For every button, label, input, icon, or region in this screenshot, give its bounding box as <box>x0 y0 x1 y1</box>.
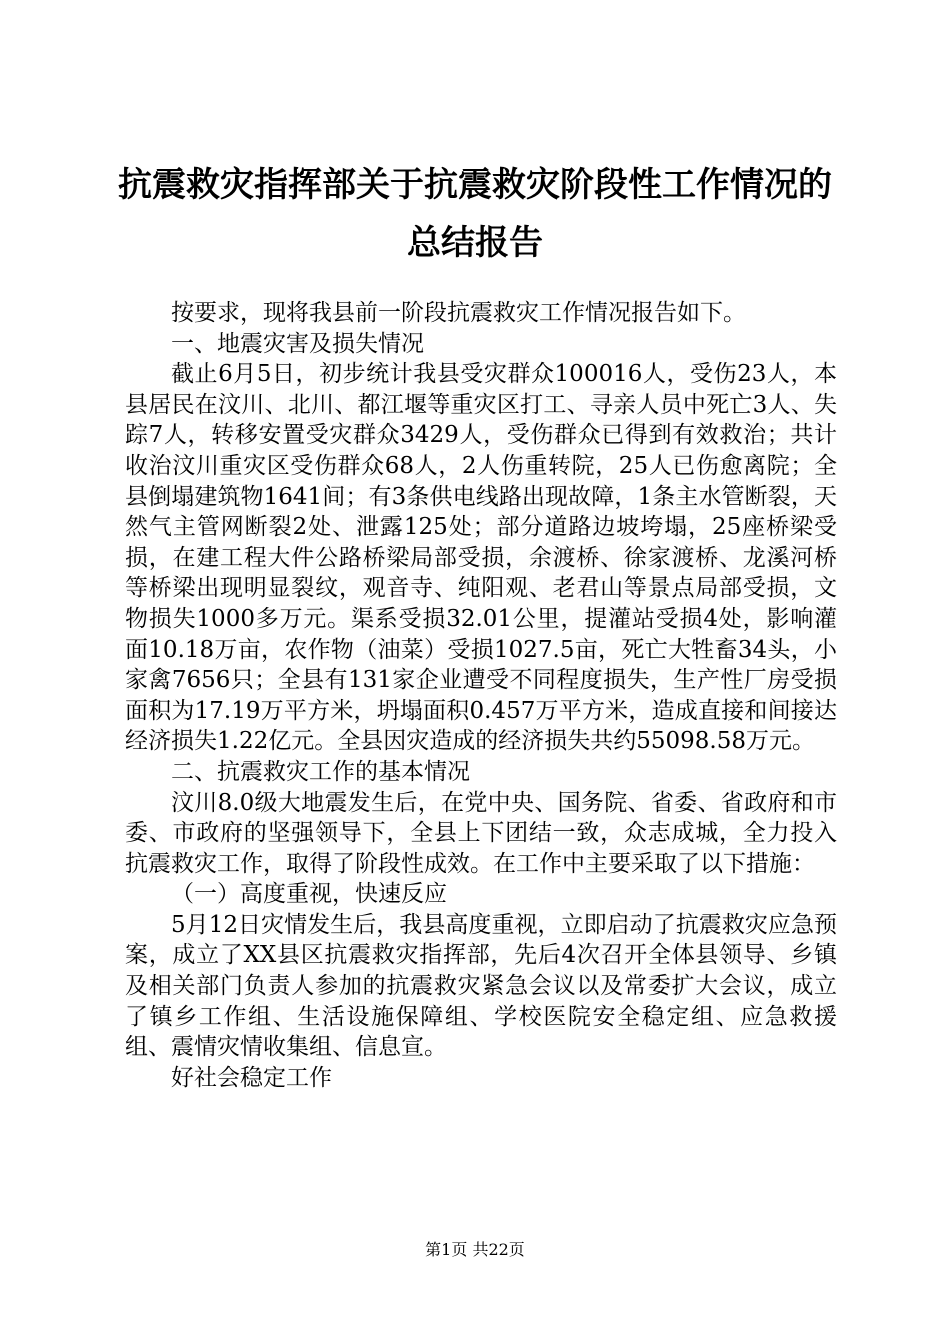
document-title: 抗震救灾指挥部关于抗震救灾阶段性工作情况的总结报告 <box>118 165 832 263</box>
page-number: 第1页 共22页 <box>425 1240 525 1259</box>
section-heading-1: 一、地震灾害及损失情况 <box>171 330 424 357</box>
paragraph-response: 5月12日灾情发生后，我县高度重视，立即启动了抗震救灾应急预案，成立了XX县区抗震救灾指挥部，先后4次召开全体县领导、乡镇及相关部门负责人参加的抗震救灾紧急会议以及常委扩大会议，成立了镇乡工作组、生活设施保障组、学校医院安全稳定组、应急救援组、震情灾情收集组、信息宣。 <box>125 911 837 1061</box>
paragraph-losses: 截止6月5日，初步统计我县受灾群众100016人，受伤23人，本县居民在汶川、北川、都江堰等重灾区打工、寻亲人员中死亡3人、失踪7人，转移安置受灾群众3429人，受伤群众已得到有效救治；共计收治汶川重灾区受伤群众68人，2人伤重转院，25人已伤愈离院；全县倒塌建筑物1641间；有3条供电线路出现故障，1条主水管断裂，天然气主管网断裂2处、泄露125处；部分道路边坡垮塌，25座桥梁受损，在建工程大件公路桥梁局部受损，余渡桥、徐家渡桥、龙溪河桥等桥梁出现明显裂纹，观音寺、纯阳观、老君山等景点局部受损，文物损失1000多万元。渠系受损32.01公里，提灌站受损4处，影响灌面10.18万亩，农作物（油菜）受损1027.5亩，死亡大牲畜34头，小家禽7656只；全县有131家企业遭受不同程度损失，生产性厂房受损面积为17.19万平方米，坍塌面积0.457万平方米，造成直接和间接达经济损失1.22亿元。全县因灾造成的经济损失共约55098.58万元。 <box>125 361 837 755</box>
document-body <box>125 298 837 1093</box>
subsection-heading-1: （一）高度重视，快速反应 <box>171 881 447 908</box>
paragraph-overview: 汶川8.0级大地震发生后，在党中央、国务院、省委、省政府和市委、市政府的坚强领导下，全县上下团结一致，众志成城，全力投入抗震救灾工作，取得了阶段性成效。在工作中主要采取了以下措施： <box>125 789 837 877</box>
paragraph-fragment: 好社会稳定工作 <box>171 1064 332 1091</box>
section-heading-2: 二、抗震救灾工作的基本情况 <box>171 758 470 785</box>
paragraph-intro: 按要求，现将我县前一阶段抗震救灾工作情况报告如下。 <box>171 300 746 326</box>
